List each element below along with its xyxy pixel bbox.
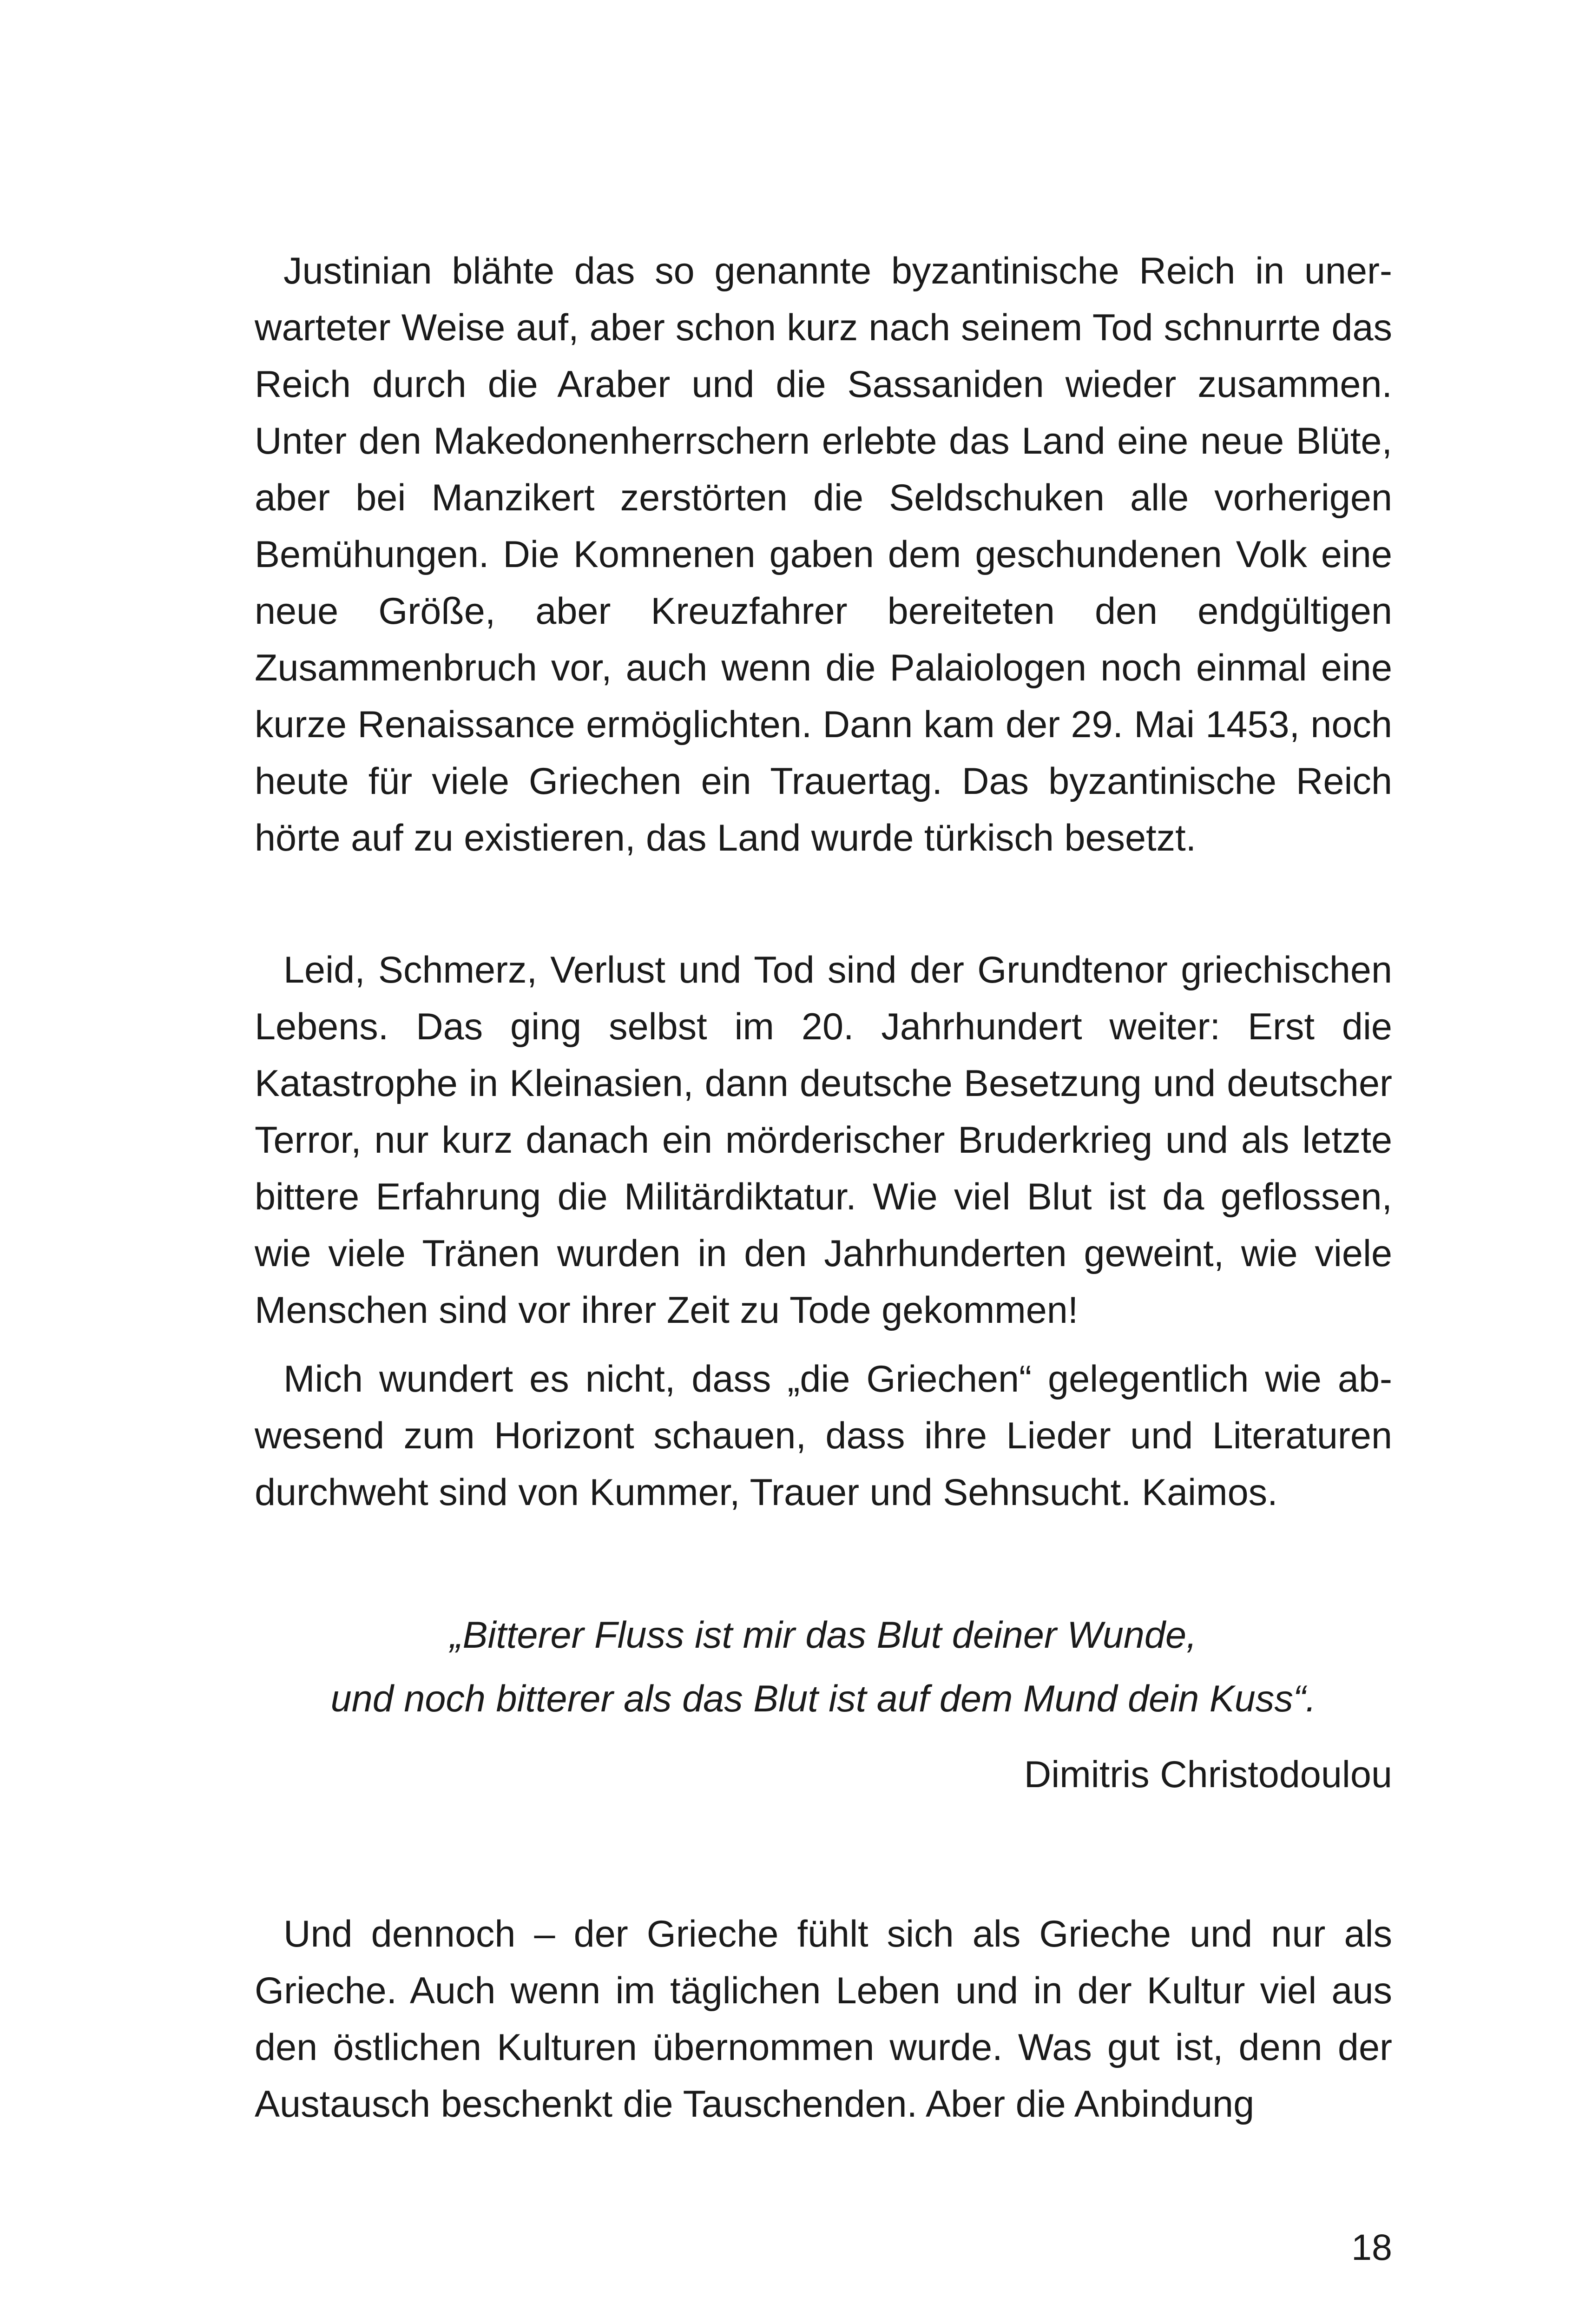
paragraph-justinian — [255, 243, 1392, 866]
page-number: 18 — [1351, 2226, 1392, 2268]
quote-attribution: Dimitris Christodoulou — [1024, 1754, 1392, 1796]
paragraph-mich-wundert — [255, 1351, 1392, 1521]
paragraph-text: Und dennoch – der Grieche fühlt sich als Grieche und nur als Grieche. Auch wenn im täglichen Leben und in der Kultur viel aus den östlichen Kulturen übernommen wurde. Was gut ist, denn der Austausch beschenkt die Tauschenden. Aber die Anbindung — [255, 1913, 1392, 2125]
paragraph-text: Mich wundert es nicht, dass „die Griechen“ gelegentlich wie abwesend zum Horizont schauen, dass ihre Lieder und Literaturen durchweht sind von Kummer, Trauer und Sehnsucht. Kaimos. — [255, 1358, 1392, 1513]
paragraph-text: Justinian blähte das so genannte byzantinische Reich in unerwarteter Weise auf, aber schon kurz nach seinem Tod schnurrte das Reich durch die Araber und die Sassaniden wieder zusammen. Unter den Makedonenherrschern erlebte das Land eine neue Blüte, aber bei Manzikert zerstörten die Seldschuken alle vorherigen Bemühungen. Die Komnenen gaben dem geschundenen Volk eine neue Größe, aber Kreuzfahrer bereiteten den endgültigen Zusammenbruch vor, auch wenn die Palaiologen noch einmal eine kurze Renaissance ermöglichten. Dann kam der 29. Mai 1453, noch heute für viele Griechen ein Trauertag. Das byzantinische Reich hörte auf zu existieren, das Land wurde türkisch besetzt. — [255, 250, 1392, 859]
quote-line-2: und noch bitterer als das Blut ist auf dem Mund dein Kuss“. — [330, 1678, 1316, 1720]
paragraph-und-dennoch — [255, 1906, 1392, 2133]
paragraph-text: Leid, Schmerz, Verlust und Tod sind der Grundtenor griechischen Lebens. Das ging selbst im 20. Jahrhundert weiter: Erst die Katastrophe in Kleinasien, dann deutsche Besetzung und deutscher Terror, nur kurz danach ein mörderischer Bruderkrieg und als letzte bittere Erfahrung die Militärdiktatur. Wie viel Blut ist da geflossen, wie viele Tränen wurden in den Jahrhunderten geweint, wie viele Menschen sind vor ihrer Zeit zu Tode gekommen! — [255, 949, 1392, 1331]
quote-line-1: „Bitterer Fluss ist mir das Blut deiner Wunde, — [450, 1614, 1197, 1656]
paragraph-leid — [255, 942, 1392, 1339]
poem-quote — [255, 1604, 1392, 1731]
